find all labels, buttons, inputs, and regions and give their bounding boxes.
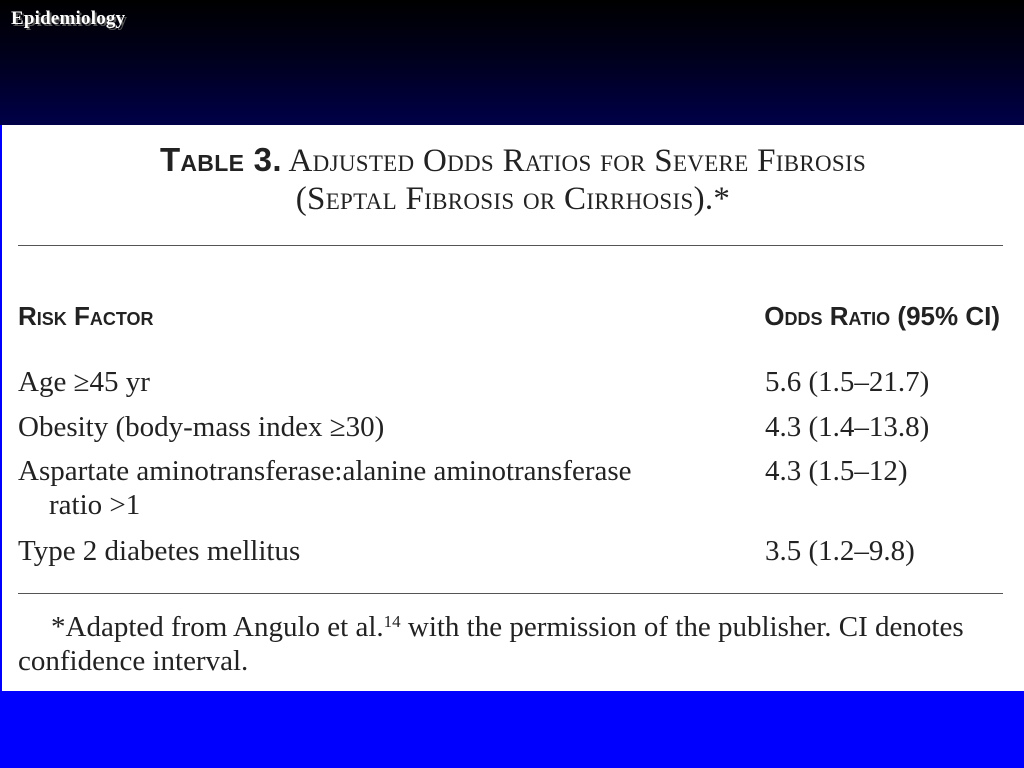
- risk-factor-text: Aspartate aminotransferase:alanine aminotransferase: [18, 455, 632, 487]
- table-footnote: [18, 610, 1008, 678]
- top-rule: [18, 245, 1003, 246]
- odds-ratio-cell: 3.5 (1.2–9.8): [765, 535, 915, 567]
- table-number-label: Table 3.: [159, 141, 282, 178]
- table-title-text: Adjusted Odds Ratios for Severe Fibrosis: [288, 143, 867, 179]
- odds-ratio-cell: 4.3 (1.4–13.8): [765, 411, 930, 443]
- footnote-text: *Adapted from Angulo et al.: [51, 611, 384, 643]
- risk-factor-cell: Obesity (body-mass index ≥30): [18, 411, 385, 443]
- title-band: [0, 0, 1024, 125]
- bottom-rule: [18, 593, 1003, 594]
- odds-ratio-cell: 4.3 (1.5–12): [765, 455, 908, 487]
- risk-factor-cell: Age ≥45 yr: [18, 366, 150, 398]
- table-title: [2, 141, 1024, 180]
- column-header-risk-factor: Risk Factor: [18, 301, 154, 331]
- risk-factor-cell: Type 2 diabetes mellitus: [18, 535, 301, 567]
- footnote-text-continued: with the permission of the publisher. CI denotes confidence interval.: [18, 611, 964, 677]
- odds-ratio-cell: 5.6 (1.5–21.7): [765, 366, 930, 398]
- table-title-subline: (Septal Fibrosis or Cirrhosis).*: [295, 181, 731, 217]
- risk-factor-cell: [18, 454, 632, 522]
- section-label: Epidemiology: [11, 8, 126, 29]
- footnote-reference: 14: [383, 612, 401, 631]
- bottom-band: [0, 691, 1024, 768]
- risk-factor-continuation: ratio >1: [49, 489, 141, 521]
- column-header-odds-ratio: Odds Ratio (95% CI): [764, 301, 1000, 331]
- table-panel: [2, 125, 1024, 691]
